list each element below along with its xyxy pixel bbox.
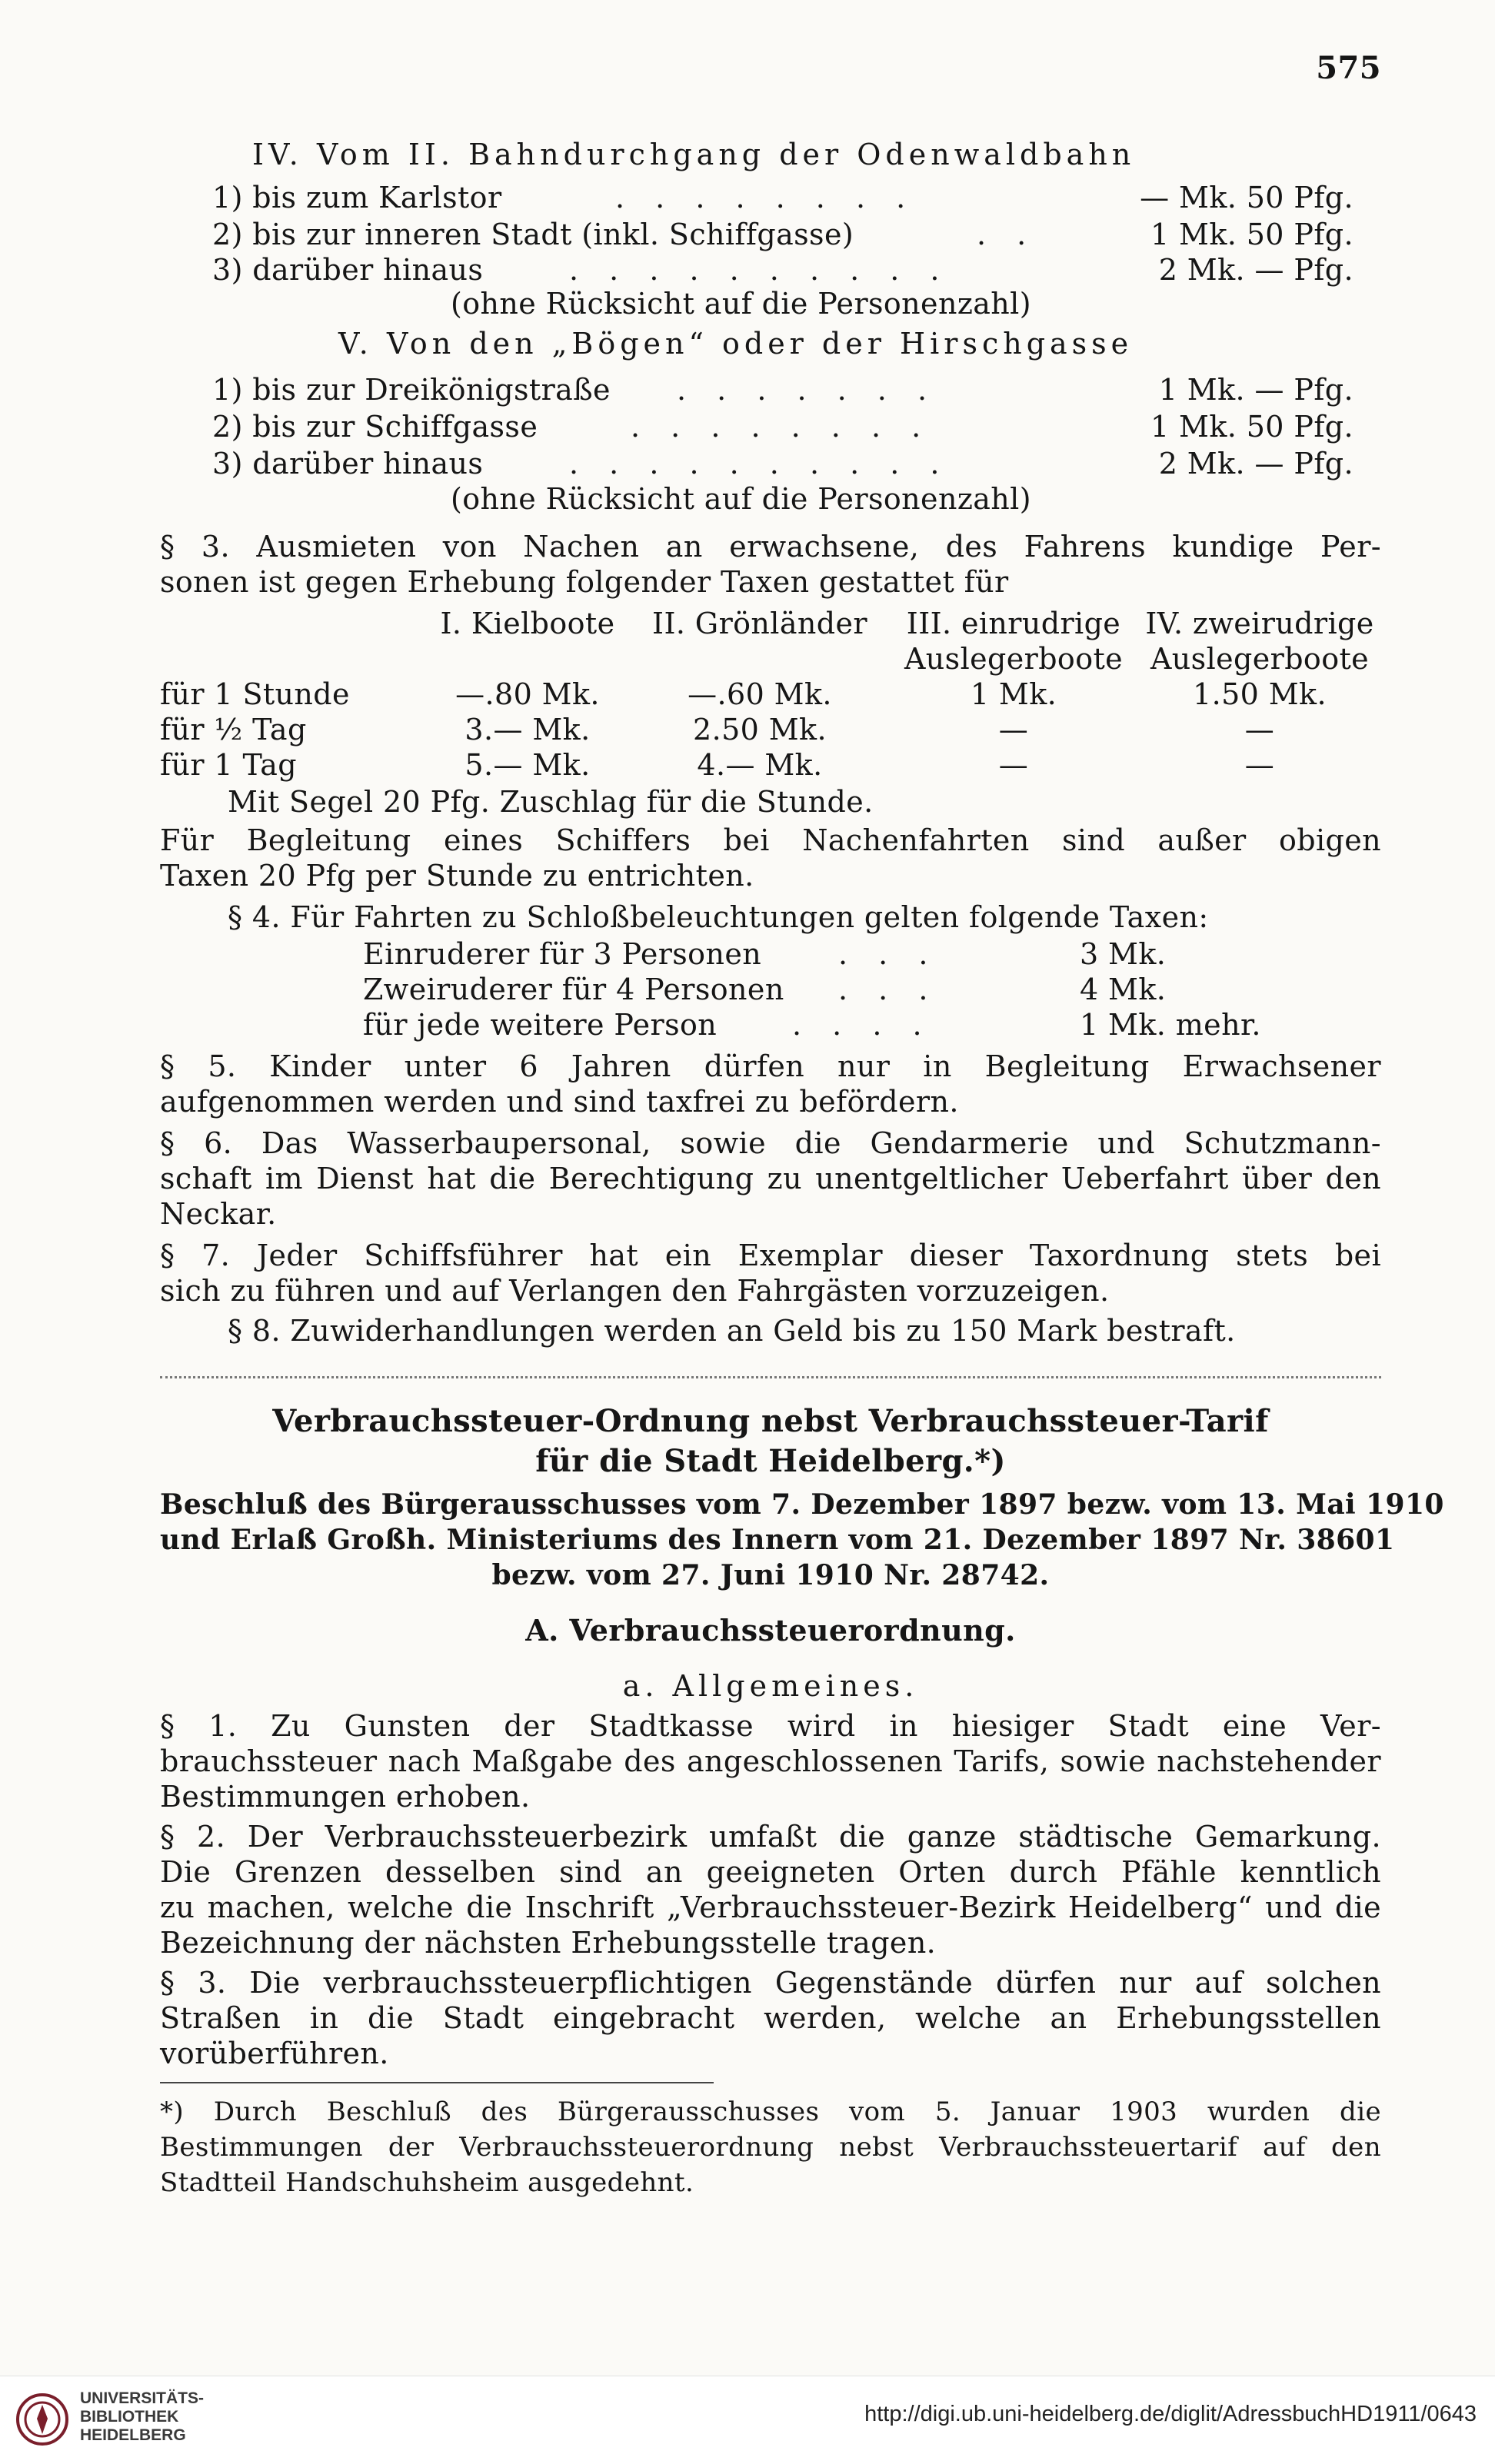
para-4-item: Einruderer für 3 Personen [363,937,762,971]
boat-table-cell: 1.50 Mk. [1193,677,1327,711]
section-3: vorüberführen. [160,2037,389,2070]
para-7: sich zu führen und auf Verlangen den Fahrgästen vorzuzeigen. [160,1274,1110,1308]
boat-table-cell: 5.— Mk. [464,748,591,782]
leader-dots: . . . . . . . . [615,181,917,214]
leader-dots: . . . [838,937,939,971]
tariff-heading-v: V. Von den „Bögen“ oder der Hirschgasse [338,327,1134,361]
section-1: § 1. Zu Gunsten der Stadtkasse wird in hiesiger Stadt eine Ver- [160,1709,1381,1743]
leader-dots: . . . [838,973,939,1006]
tariff-iv-price: — Mk. 50 Pfg. [1140,181,1353,214]
footnote: Stadtteil Handschuhsheim ausgedehnt. [160,2167,694,2198]
boat-table-subheader: Auslegerboote [1150,642,1370,676]
leader-dots: . . . . . . . . . . [569,253,951,287]
boat-table-header: IV. zweirudrige [1145,607,1374,640]
boat-table-row-label: für 1 Stunde [160,677,350,711]
boat-table-header: II. Grönländer [652,607,867,640]
leader-dots: . . . . . . . . [631,410,932,444]
footnote: *) Durch Beschluß des Bürgerausschusses vom 5. Januar 1903 wurden die [160,2097,1381,2127]
library-seal-icon [15,2393,69,2446]
note-iv: (ohne Rücksicht auf die Personenzahl) [451,287,1031,321]
boat-table-cell: — [1244,713,1275,747]
leader-dots: . . . . [792,1008,933,1042]
para-6: Neckar. [160,1197,277,1231]
section-3: § 3. Die verbrauchssteuerpflichtigen Gegenstände dürfen nur auf solchen [160,1966,1381,2000]
section-2: Die Grenzen desselben sind an geeigneten Orten durch Pfähle kenntlich [160,1855,1381,1889]
boat-table-cell: —.60 Mk. [688,677,832,711]
footnote-rule [160,2082,714,2083]
para-4-price: 4 Mk. [1080,973,1167,1006]
sail-note: Mit Segel 20 Pfg. Zuschlag für die Stunde. [228,785,874,819]
section-heading: A. Verbrauchssteuerordnung. [525,1613,1016,1648]
tariff-heading-iv: IV. Vom II. Bahndurchgang der Odenwaldbahn [252,138,1136,171]
document-title: Verbrauchssteuer-Ordnung nebst Verbrauchssteuer-Tarif [272,1403,1269,1439]
subsection-heading: a. Allgemeines. [622,1669,919,1703]
boat-table-header: I. Kielboote [440,607,615,640]
para-4-price: 3 Mk. [1080,937,1167,971]
tariff-v-dest: 3) darüber hinaus [212,447,484,480]
footnote: Bestimmungen der Verbrauchssteuerordnung nebst Verbrauchssteuertarif auf den [160,2132,1381,2163]
library-logo: UNIVERSITÄTS- BIBLIOTHEK HEIDELBERG [80,2389,205,2444]
boat-table-subheader: Auslegerboote [904,642,1124,676]
tariff-iv-dest: 2) bis zur inneren Stadt (inkl. Schiffgasse) [212,218,854,251]
boat-table-row-label: für 1 Tag [160,748,298,782]
tariff-v-dest: 2) bis zur Schiffgasse [212,410,538,444]
boat-table-row-label: für ½ Tag [160,713,307,747]
page-number: 575 [1316,50,1381,86]
note-v: (ohne Rücksicht auf die Personenzahl) [451,482,1031,516]
boat-table-cell: 2.50 Mk. [693,713,827,747]
section-1: brauchssteuer nach Maßgabe des angeschlossenen Tarifs, sowie nachstehender [160,1744,1381,1778]
para-4-intro: § 4. Für Fahrten zu Schloßbeleuchtungen gelten folgende Taxen: [228,900,1209,934]
boat-table-cell: 3.— Mk. [464,713,591,747]
para-3: § 3. Ausmieten von Nachen an erwachsene, des Fahrens kundige Per- [160,530,1381,564]
boat-table-cell: — [998,713,1029,747]
escort-note: Taxen 20 Pfg per Stunde zu entrichten. [160,859,754,893]
section-2: zu machen, welche die Inschrift „Verbrauchssteuer-Bezirk Heidelberg“ und die [160,1890,1381,1924]
tariff-v-price: 2 Mk. — Pfg. [1158,447,1353,480]
boat-table-cell: —.80 Mk. [455,677,600,711]
tariff-iv-dest: 3) darüber hinaus [212,253,484,287]
para-4-item: Zweiruderer für 4 Personen [363,973,784,1006]
para-8: § 8. Zuwiderhandlungen werden an Geld bis zu 150 Mark bestraft. [228,1314,1236,1348]
section-2: Bezeichnung der nächsten Erhebungsstelle tragen. [160,1926,937,1960]
decision-note: Beschluß des Bürgerausschusses vom 7. Dezember 1897 bezw. vom 13. Mai 1910 [160,1488,1444,1521]
tariff-v-price: 1 Mk. 50 Pfg. [1150,410,1353,444]
tariff-iv-price: 1 Mk. 50 Pfg. [1150,218,1353,251]
escort-note: Für Begleitung eines Schiffers bei Nachenfahrten sind außer obigen [160,823,1381,857]
section-3: Straßen in die Stadt eingebracht werden, welche an Erhebungsstellen [160,2001,1381,2035]
section-2: § 2. Der Verbrauchssteuerbezirk umfaßt die ganze städtische Gemarkung. [160,1820,1381,1854]
para-4-price: 1 Mk. mehr. [1080,1008,1261,1042]
tariff-iv-dest: 1) bis zum Karlstor [212,181,502,214]
leader-dots: . . . . . . . . . . [569,447,951,480]
boat-table-cell: 4.— Mk. [697,748,823,782]
tariff-v-dest: 1) bis zur Dreikönigstraße [212,373,611,407]
tariff-v-price: 1 Mk. — Pfg. [1158,373,1353,407]
para-3: sonen ist gegen Erhebung folgender Taxen gestattet für [160,565,1009,599]
para-4-item: für jede weitere Person [363,1008,718,1042]
para-6: § 6. Das Wasserbaupersonal, sowie die Gendarmerie und Schutzmann- [160,1126,1381,1160]
tariff-iv-price: 2 Mk. — Pfg. [1158,253,1353,287]
leader-dots: . . . . . . . [677,373,938,407]
decision-note: bezw. vom 27. Juni 1910 Nr. 28742. [491,1559,1050,1591]
section-1: Bestimmungen erhoben. [160,1780,531,1814]
boat-table-header: III. einrudrige [906,607,1121,640]
source-url-link[interactable]: http://digi.ub.uni-heidelberg.de/diglit/AdressbuchHD1911/0643 [864,2402,1477,2426]
boat-table-cell: — [998,748,1029,782]
para-7: § 7. Jeder Schiffsführer hat ein Exemplar dieser Taxordnung stets bei [160,1239,1381,1272]
document-title: für die Stadt Heidelberg.*) [535,1443,1006,1479]
para-5: § 5. Kinder unter 6 Jahren dürfen nur in Begleitung Erwachsener [160,1049,1381,1083]
para-5: aufgenommen werden und sind taxfrei zu befördern. [160,1085,959,1119]
para-6: schaft im Dienst hat die Berechtigung zu unentgeltlicher Ueberfahrt über den [160,1162,1381,1195]
leader-dots: . . [977,218,1037,251]
boat-table-cell: — [1244,748,1275,782]
decision-note: und Erlaß Großh. Ministeriums des Innern vom 21. Dezember 1897 Nr. 38601 [160,1524,1395,1556]
section-divider [160,1376,1381,1378]
boat-table-cell: 1 Mk. [970,677,1057,711]
